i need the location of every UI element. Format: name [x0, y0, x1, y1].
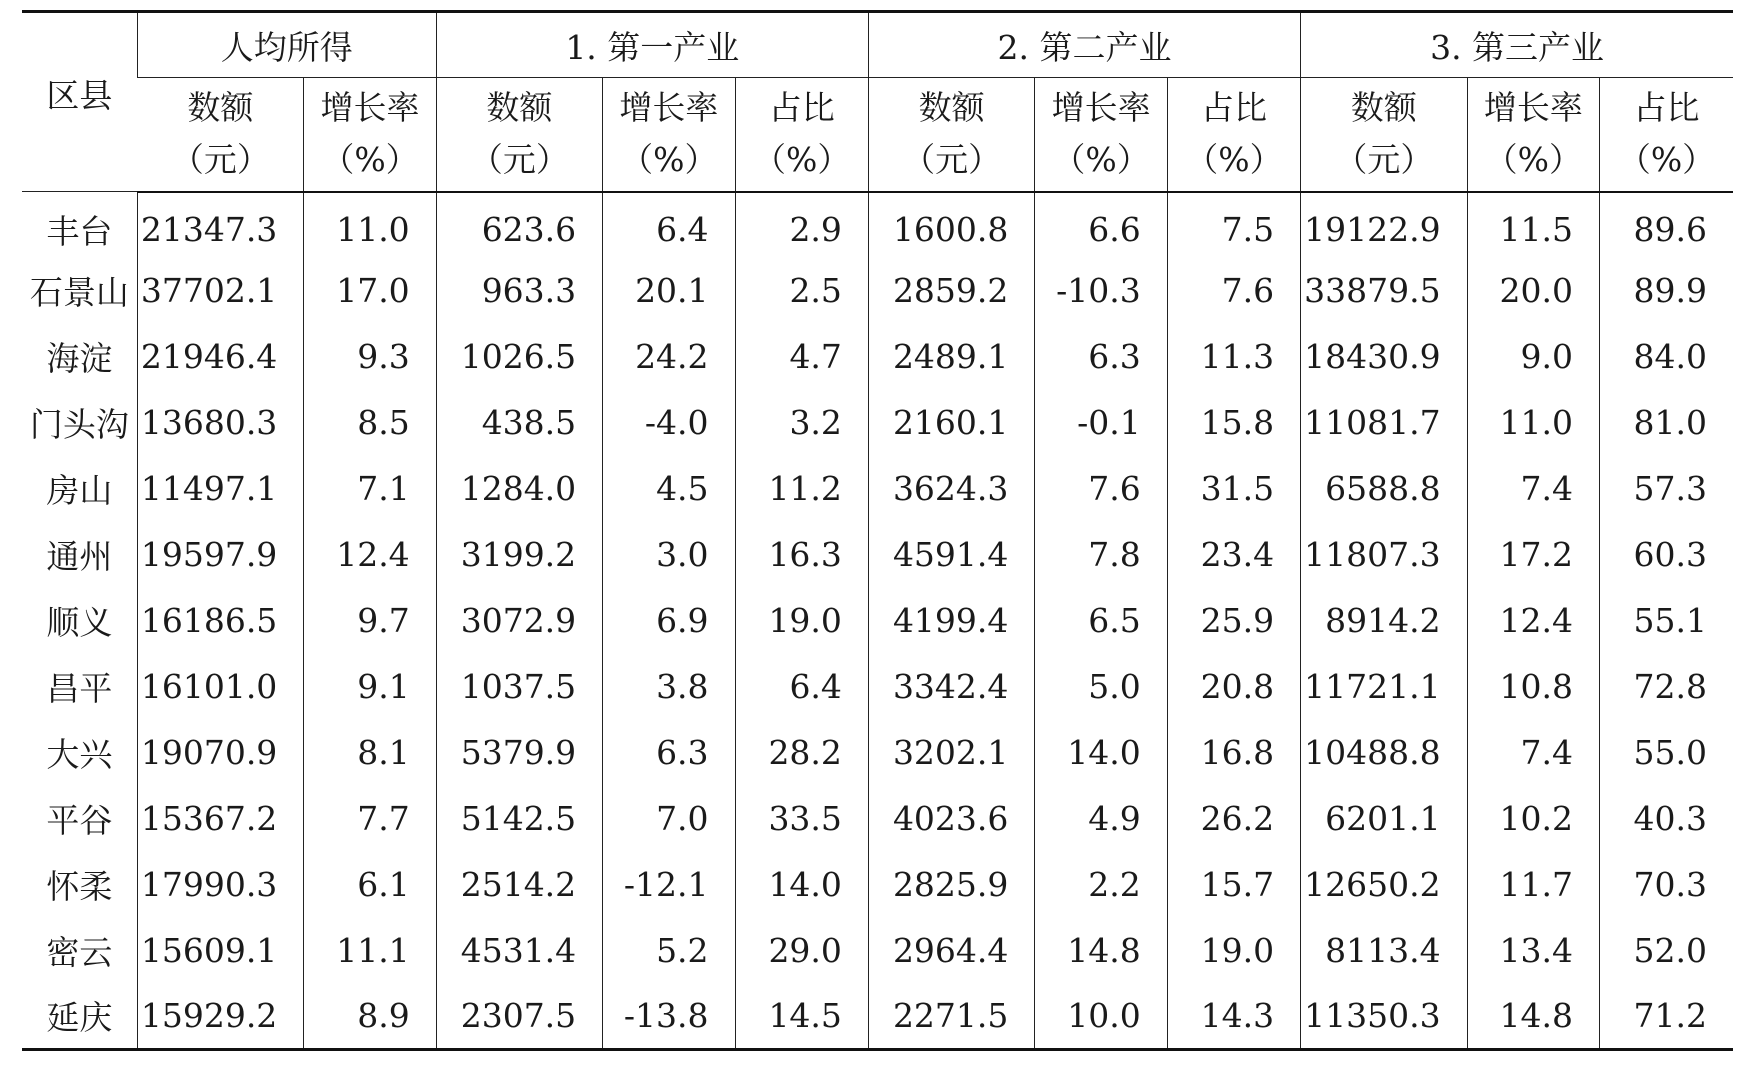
value-cell: 14.8 — [1467, 984, 1599, 1050]
value-cell: 21347.3 — [137, 192, 303, 258]
value-cell: 11.2 — [735, 456, 868, 522]
value-cell: 18430.9 — [1301, 324, 1467, 390]
subheader-amount — [137, 78, 303, 192]
value-cell: 11.5 — [1467, 192, 1599, 258]
value-cell: 4.5 — [603, 456, 735, 522]
value-cell: 3072.9 — [436, 588, 602, 654]
table-row — [22, 918, 1733, 984]
value-cell: 10.2 — [1467, 786, 1599, 852]
value-cell: 25.9 — [1167, 588, 1300, 654]
value-cell: 11.7 — [1467, 852, 1599, 918]
value-cell: 57.3 — [1600, 456, 1733, 522]
table-row — [22, 258, 1733, 324]
district-name: 丰台 — [46, 211, 113, 251]
value-cell: 1037.5 — [436, 654, 602, 720]
value-cell: 623.6 — [436, 192, 602, 258]
value-cell: 16.8 — [1167, 720, 1300, 786]
value-cell: 11497.1 — [137, 456, 303, 522]
value-cell: 11081.7 — [1301, 390, 1467, 456]
value-cell: 8914.2 — [1301, 588, 1467, 654]
value-cell: 1026.5 — [436, 324, 602, 390]
value-cell: 8113.4 — [1301, 918, 1467, 984]
value-cell: 2859.2 — [868, 258, 1034, 324]
district-column-header: 区县 — [22, 12, 137, 192]
value-cell: 11.0 — [304, 192, 436, 258]
value-cell: 3199.2 — [436, 522, 602, 588]
subheader-label: 增长率 — [320, 88, 420, 128]
value-cell: 52.0 — [1600, 918, 1733, 984]
subheader-share — [1167, 78, 1300, 192]
value-cell: 17.0 — [304, 258, 436, 324]
value-cell: 13680.3 — [137, 390, 303, 456]
subheader-label: 数额 — [918, 88, 985, 128]
value-cell: -0.1 — [1035, 390, 1167, 456]
district-name: 房山 — [46, 471, 113, 510]
header-row-groups — [22, 12, 1733, 78]
value-cell: 33.5 — [735, 786, 868, 852]
value-cell: 3624.3 — [868, 456, 1034, 522]
value-cell: 7.6 — [1167, 258, 1300, 324]
value-cell: 3.8 — [603, 654, 735, 720]
value-cell: -13.8 — [603, 984, 735, 1050]
group-header-per-capita: 人均所得 — [137, 12, 436, 78]
value-cell: -10.3 — [1035, 258, 1167, 324]
value-cell: 17990.3 — [137, 852, 303, 918]
value-cell: 8.5 — [304, 390, 436, 456]
value-cell: 7.4 — [1467, 720, 1599, 786]
subheader-growth-rate — [1467, 78, 1599, 192]
table-row — [22, 786, 1733, 852]
value-cell: -12.1 — [603, 852, 735, 918]
value-cell: 16186.5 — [137, 588, 303, 654]
value-cell: 9.0 — [1467, 324, 1599, 390]
value-cell: 3.2 — [735, 390, 868, 456]
table-row — [22, 588, 1733, 654]
subheader-label: 数额 — [1350, 88, 1417, 128]
value-cell: 17.2 — [1467, 522, 1599, 588]
value-cell: 19.0 — [1167, 918, 1300, 984]
table-row — [22, 324, 1733, 390]
value-cell: 16.3 — [735, 522, 868, 588]
group-header-secondary-industry: 2. 第二产业 — [868, 12, 1300, 78]
value-cell: 19070.9 — [137, 720, 303, 786]
subheader-unit: （%） — [1484, 140, 1582, 180]
value-cell: 7.0 — [603, 786, 735, 852]
value-cell: 3.0 — [603, 522, 735, 588]
value-cell: 6201.1 — [1301, 786, 1467, 852]
value-cell: 4199.4 — [868, 588, 1034, 654]
value-cell: 4531.4 — [436, 918, 602, 984]
value-cell: 438.5 — [436, 390, 602, 456]
subheader-label: 增长率 — [619, 88, 719, 128]
value-cell: 6.4 — [603, 192, 735, 258]
value-cell: 2825.9 — [868, 852, 1034, 918]
value-cell: 12.4 — [304, 522, 436, 588]
value-cell: 7.4 — [1467, 456, 1599, 522]
income-table-sheet — [22, 10, 1733, 1062]
value-cell: 7.8 — [1035, 522, 1167, 588]
value-cell: 6.4 — [735, 654, 868, 720]
value-cell: 12.4 — [1467, 588, 1599, 654]
district-name: 门头沟 — [29, 405, 129, 444]
value-cell: 20.1 — [603, 258, 735, 324]
value-cell: 89.6 — [1600, 192, 1733, 258]
district-name: 顺义 — [46, 603, 113, 642]
district-name: 昌平 — [46, 669, 113, 708]
subheader-unit: （%） — [1185, 140, 1283, 180]
value-cell: 14.3 — [1167, 984, 1300, 1050]
value-cell: 3342.4 — [868, 654, 1034, 720]
income-by-district-table — [22, 10, 1733, 1051]
value-cell: 2307.5 — [436, 984, 602, 1050]
subheader-growth-rate — [304, 78, 436, 192]
value-cell: 15.8 — [1167, 390, 1300, 456]
value-cell: 2514.2 — [436, 852, 602, 918]
subheader-share — [1600, 78, 1733, 192]
value-cell: 6.5 — [1035, 588, 1167, 654]
value-cell: 21946.4 — [137, 324, 303, 390]
subheader-amount — [1301, 78, 1467, 192]
subheader-unit: （元） — [1334, 140, 1434, 180]
value-cell: 12650.2 — [1301, 852, 1467, 918]
subheader-unit: （元） — [170, 140, 270, 180]
value-cell: 963.3 — [436, 258, 602, 324]
subheader-label: 数额 — [187, 88, 254, 128]
subheader-label: 占比 — [768, 88, 835, 128]
table-row — [22, 654, 1733, 720]
value-cell: 5.0 — [1035, 654, 1167, 720]
value-cell: 10.8 — [1467, 654, 1599, 720]
value-cell: 40.3 — [1600, 786, 1733, 852]
value-cell: 15609.1 — [137, 918, 303, 984]
value-cell: 24.2 — [603, 324, 735, 390]
value-cell: 6.9 — [603, 588, 735, 654]
value-cell: 7.6 — [1035, 456, 1167, 522]
value-cell: 7.7 — [304, 786, 436, 852]
value-cell: 2271.5 — [868, 984, 1034, 1050]
table-header — [22, 12, 1733, 192]
district-name: 平谷 — [46, 801, 113, 840]
value-cell: 20.0 — [1467, 258, 1599, 324]
value-cell: 20.8 — [1167, 654, 1300, 720]
value-cell: 81.0 — [1600, 390, 1733, 456]
value-cell: 11.1 — [304, 918, 436, 984]
subheader-label: 增长率 — [1483, 88, 1583, 128]
value-cell: 2489.1 — [868, 324, 1034, 390]
subheader-label: 增长率 — [1051, 88, 1151, 128]
value-cell: 16101.0 — [137, 654, 303, 720]
value-cell: -4.0 — [603, 390, 735, 456]
value-cell: 33879.5 — [1301, 258, 1467, 324]
value-cell: 3202.1 — [868, 720, 1034, 786]
value-cell: 7.1 — [304, 456, 436, 522]
subheader-unit: （%） — [753, 140, 851, 180]
value-cell: 55.0 — [1600, 720, 1733, 786]
value-cell: 6.1 — [304, 852, 436, 918]
value-cell: 7.5 — [1167, 192, 1300, 258]
district-name: 怀柔 — [46, 867, 113, 906]
subheader-growth-rate — [1035, 78, 1167, 192]
value-cell: 8.1 — [304, 720, 436, 786]
value-cell: 6588.8 — [1301, 456, 1467, 522]
subheader-share — [735, 78, 868, 192]
value-cell: 14.8 — [1035, 918, 1167, 984]
value-cell: 14.0 — [1035, 720, 1167, 786]
value-cell: 10.0 — [1035, 984, 1167, 1050]
value-cell: 4023.6 — [868, 786, 1034, 852]
value-cell: 23.4 — [1167, 522, 1300, 588]
district-name: 石景山 — [29, 273, 129, 312]
value-cell: 28.2 — [735, 720, 868, 786]
district-name: 大兴 — [46, 735, 113, 774]
subheader-unit: （元） — [469, 140, 569, 180]
value-cell: 19597.9 — [137, 522, 303, 588]
value-cell: 4591.4 — [868, 522, 1034, 588]
value-cell: 6.3 — [1035, 324, 1167, 390]
value-cell: 4.7 — [735, 324, 868, 390]
value-cell: 31.5 — [1167, 456, 1300, 522]
group-header-primary-industry: 1. 第一产业 — [436, 12, 868, 78]
value-cell: 11350.3 — [1301, 984, 1467, 1050]
value-cell: 72.8 — [1600, 654, 1733, 720]
subheader-unit: （%） — [1052, 140, 1150, 180]
value-cell: 11.3 — [1167, 324, 1300, 390]
value-cell: 8.9 — [304, 984, 436, 1050]
table-row — [22, 984, 1733, 1050]
value-cell: 89.9 — [1600, 258, 1733, 324]
table-row — [22, 720, 1733, 786]
value-cell: 4.9 — [1035, 786, 1167, 852]
header-row-subcolumns — [22, 78, 1733, 192]
subheader-unit: （%） — [1617, 140, 1716, 180]
value-cell: 5379.9 — [436, 720, 602, 786]
value-cell: 14.5 — [735, 984, 868, 1050]
value-cell: 60.3 — [1600, 522, 1733, 588]
value-cell: 2.5 — [735, 258, 868, 324]
subheader-amount — [436, 78, 602, 192]
value-cell: 55.1 — [1600, 588, 1733, 654]
district-name: 通州 — [46, 537, 113, 576]
table-row — [22, 192, 1733, 258]
value-cell: 2.9 — [735, 192, 868, 258]
value-cell: 2.2 — [1035, 852, 1167, 918]
value-cell: 1284.0 — [436, 456, 602, 522]
subheader-unit: （%） — [321, 140, 419, 180]
table-row — [22, 456, 1733, 522]
table-body — [22, 192, 1733, 1050]
value-cell: 1600.8 — [868, 192, 1034, 258]
value-cell: 13.4 — [1467, 918, 1599, 984]
subheader-label: 占比 — [1200, 88, 1267, 128]
subheader-label: 数额 — [486, 88, 553, 128]
value-cell: 15.7 — [1167, 852, 1300, 918]
value-cell: 5.2 — [603, 918, 735, 984]
value-cell: 10488.8 — [1301, 720, 1467, 786]
value-cell: 71.2 — [1600, 984, 1733, 1050]
value-cell: 14.0 — [735, 852, 868, 918]
subheader-growth-rate — [603, 78, 735, 192]
group-header-tertiary-industry: 3. 第三产业 — [1301, 12, 1733, 78]
value-cell: 2964.4 — [868, 918, 1034, 984]
table-row — [22, 390, 1733, 456]
district-name: 延庆 — [22, 984, 137, 1050]
value-cell: 11.0 — [1467, 390, 1599, 456]
district-name: 海淀 — [46, 339, 113, 378]
value-cell: 19122.9 — [1301, 192, 1467, 258]
value-cell: 26.2 — [1167, 786, 1300, 852]
value-cell: 9.1 — [304, 654, 436, 720]
value-cell: 5142.5 — [436, 786, 602, 852]
value-cell: 9.7 — [304, 588, 436, 654]
value-cell: 2160.1 — [868, 390, 1034, 456]
value-cell: 37702.1 — [137, 258, 303, 324]
value-cell: 70.3 — [1600, 852, 1733, 918]
subheader-unit: （%） — [620, 140, 718, 180]
subheader-unit: （元） — [902, 140, 1002, 180]
value-cell: 6.6 — [1035, 192, 1167, 258]
value-cell: 6.3 — [603, 720, 735, 786]
value-cell: 11807.3 — [1301, 522, 1467, 588]
value-cell: 11721.1 — [1301, 654, 1467, 720]
value-cell: 19.0 — [735, 588, 868, 654]
value-cell: 29.0 — [735, 918, 868, 984]
value-cell: 9.3 — [304, 324, 436, 390]
district-name: 密云 — [46, 933, 113, 972]
table-row — [22, 522, 1733, 588]
value-cell: 15367.2 — [137, 786, 303, 852]
value-cell: 84.0 — [1600, 324, 1733, 390]
value-cell: 15929.2 — [137, 984, 303, 1050]
subheader-amount — [868, 78, 1034, 192]
table-row — [22, 852, 1733, 918]
subheader-label: 占比 — [1633, 88, 1700, 128]
